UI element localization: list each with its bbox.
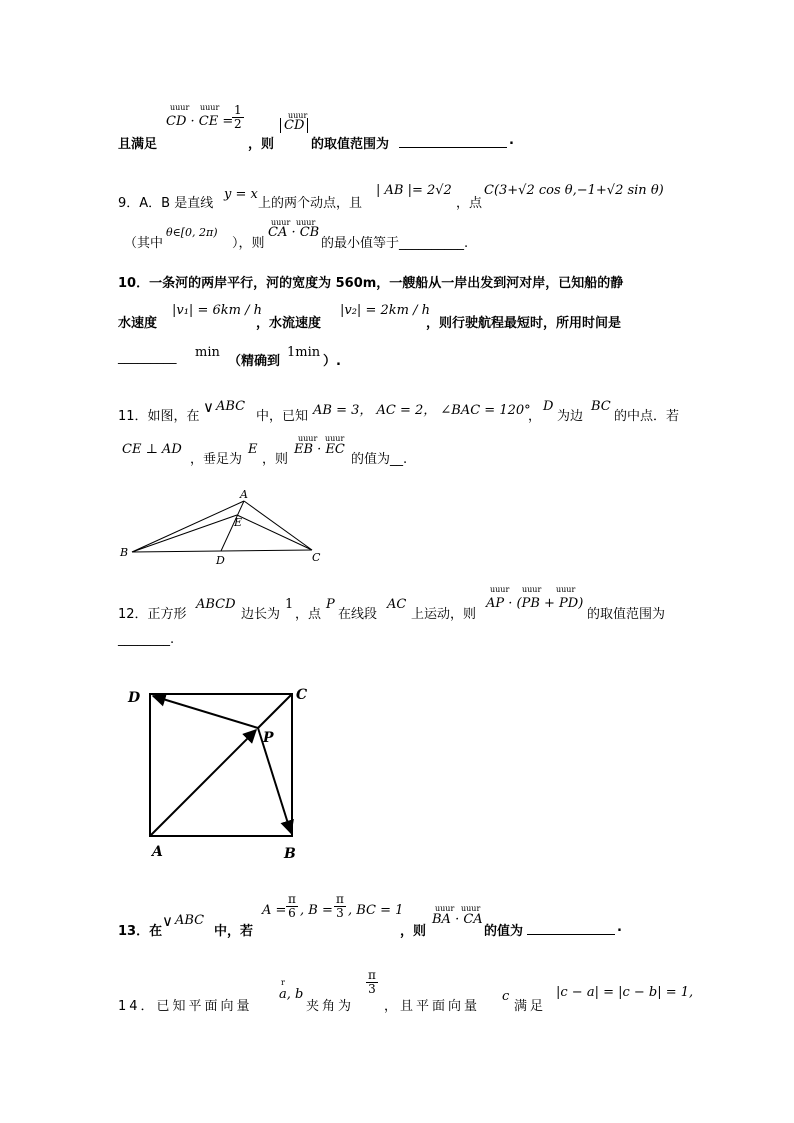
edge-ba bbox=[132, 501, 244, 552]
fraction-denominator: 3 bbox=[368, 982, 376, 996]
q11-text3: ， bbox=[528, 409, 542, 424]
label-c: C bbox=[296, 687, 308, 703]
q11-text7: ，则 bbox=[262, 452, 289, 467]
q14-ab: a, b bbox=[279, 987, 304, 1002]
q11-eb-ec: EB · EC bbox=[294, 442, 345, 457]
q9-text2: 上的两个动点，且 bbox=[258, 196, 363, 211]
label-e: E bbox=[234, 516, 243, 529]
q14-text2: 夹角为 bbox=[306, 999, 355, 1014]
label-a: A bbox=[152, 844, 163, 860]
q9-text6: 的最小值等于__________. bbox=[321, 236, 469, 251]
triangle-symbol: ∨ bbox=[203, 398, 214, 416]
q11-tri: ABC bbox=[216, 399, 246, 414]
q14-c: c bbox=[502, 989, 510, 1004]
q11-given: AB = 3， AC = 2， ∠BAC = 120° bbox=[313, 403, 531, 418]
edge-bc bbox=[132, 550, 312, 552]
q11-text5: 的中点．若 bbox=[614, 409, 680, 424]
q12-text6: 的取值范围为 bbox=[587, 607, 666, 622]
label-b: B bbox=[284, 846, 296, 862]
vector-arrow-mark: uuur bbox=[435, 904, 455, 913]
q9-line-eq: y = x bbox=[224, 187, 258, 202]
segment-be bbox=[132, 515, 237, 552]
q13-text2: 中，若 bbox=[214, 924, 254, 939]
q12-p: P bbox=[326, 597, 335, 612]
q8-abs-cd: CD bbox=[280, 118, 308, 133]
q10-v1: |v₁| = 6km / h bbox=[172, 303, 262, 318]
vector-arrow-mark: r bbox=[281, 978, 285, 987]
q12-text5: 上运动，则 bbox=[411, 607, 477, 622]
q13-text4: 的值为 bbox=[484, 924, 524, 939]
vector-arrow-mark: uuur bbox=[461, 904, 481, 913]
q9-ab-length: | AB |= 2√2 bbox=[376, 183, 452, 198]
vector-ap bbox=[150, 730, 256, 836]
triangle-symbol: ∨ bbox=[162, 912, 173, 930]
q12-text1: 12．正方形 bbox=[118, 607, 187, 622]
label-a: A bbox=[240, 488, 248, 501]
q11-d: D bbox=[543, 399, 554, 414]
q11-perp: CE ⊥ AD bbox=[122, 442, 182, 457]
label-d: D bbox=[216, 554, 225, 566]
q14-text4: 满足 bbox=[514, 999, 547, 1014]
q10-blank[interactable]: _________ bbox=[118, 350, 177, 365]
q11-e: E bbox=[248, 442, 258, 457]
vector-arrow-mark: uuur bbox=[556, 585, 576, 594]
q8-suffix: 的取值范围为 bbox=[311, 137, 390, 152]
vector-arrow-mark: uuur bbox=[298, 434, 318, 443]
q9-theta-range: θ∈[0, 2π) bbox=[166, 226, 218, 239]
q13-frac-pi3 bbox=[334, 893, 346, 920]
q11-text1: 11．如图，在 bbox=[118, 409, 200, 424]
q13-bc-eq: , BC = 1 bbox=[348, 903, 404, 918]
q14-text3: ，且平面向量 bbox=[384, 999, 481, 1014]
q13-end: . bbox=[617, 920, 622, 935]
q10-line3c: ）. bbox=[323, 354, 341, 369]
q11-text6: ，垂足为 bbox=[190, 452, 243, 467]
fraction-numerator: π bbox=[288, 892, 296, 906]
fraction-numerator: 1 bbox=[234, 103, 242, 117]
q12-one: 1 bbox=[285, 597, 294, 612]
q13-tri: ABC bbox=[175, 913, 205, 928]
label-b: B bbox=[120, 546, 129, 559]
q9-text5: ），则 bbox=[232, 236, 265, 251]
q10-line2a: 水速度 bbox=[118, 316, 158, 331]
altitude-ce bbox=[237, 515, 312, 550]
q10-v2: |v₂| = 2km / h bbox=[340, 303, 430, 318]
vector-arrow-mark: uuur bbox=[490, 585, 510, 594]
fraction-numerator: π bbox=[368, 968, 376, 982]
q13-text3: ，则 bbox=[400, 924, 427, 939]
fraction-denominator: 3 bbox=[336, 906, 344, 920]
q11-text2: 中，已知 bbox=[256, 409, 309, 424]
q12-text2: 边长为 bbox=[241, 607, 281, 622]
q14-text1: 14．已知平面向量 bbox=[118, 999, 253, 1014]
q12-blank[interactable]: ________. bbox=[118, 632, 175, 647]
q10-line2b: ，水流速度 bbox=[256, 316, 322, 331]
vector-arrow-mark: uuur bbox=[325, 434, 345, 443]
label-p: P bbox=[263, 730, 274, 746]
square-figure bbox=[120, 680, 320, 862]
answer-blank[interactable] bbox=[527, 921, 615, 935]
q11-text8: 的值为__. bbox=[351, 452, 408, 467]
q9-text1: 9．A．B 是直线 bbox=[118, 196, 214, 211]
q11-bc: BC bbox=[591, 399, 611, 414]
answer-blank[interactable] bbox=[399, 134, 507, 148]
q14-condition: |c − a| = |c − b| = 1, bbox=[556, 985, 694, 1000]
q10-precision: 1min bbox=[287, 345, 321, 360]
label-c: C bbox=[312, 551, 321, 564]
q8-prefix: 且满足 bbox=[118, 137, 158, 152]
vector-arrow-mark: uuur bbox=[170, 103, 190, 112]
q10-line1: 10．一条河的两岸平行，河的宽度为 560m，一艘船从一岸出发到河对岸，已知船的静 bbox=[118, 276, 624, 291]
q10-unit: min bbox=[195, 345, 220, 360]
q10-line2c: ，则行驶航程最短时，所用时间是 bbox=[426, 316, 622, 331]
triangle-figure bbox=[112, 484, 332, 566]
q8-then: ，则 bbox=[248, 137, 275, 152]
vector-arrow-mark: uuur bbox=[522, 585, 542, 594]
q12-ac: AC bbox=[387, 597, 407, 612]
q13-ba-ca: BA · CA bbox=[432, 912, 483, 927]
edge-ac bbox=[244, 501, 312, 550]
q13-frac-pi6 bbox=[286, 893, 298, 920]
q9-ca-cb: CA · CB bbox=[268, 225, 320, 240]
label-d: D bbox=[128, 690, 141, 706]
q13-text1: 13．在 bbox=[118, 924, 163, 939]
q9-point-c: C(3+√2 cos θ,−1+√2 sin θ) bbox=[484, 183, 664, 198]
q14-frac-pi3 bbox=[366, 969, 378, 996]
q11-text4: 为边 bbox=[557, 409, 584, 424]
vector-pd bbox=[153, 696, 258, 728]
q12-expr: AP · (PB + PD) bbox=[486, 596, 584, 611]
q9-text4: （其中 bbox=[124, 236, 164, 251]
q13-a-eq: A = bbox=[262, 903, 287, 918]
vector-arrow-mark: uuur bbox=[296, 218, 316, 227]
q10-line3b: （精确到 bbox=[228, 354, 281, 369]
q12-abcd: ABCD bbox=[196, 597, 236, 612]
q13-b-eq: , B = bbox=[300, 903, 333, 918]
vector-arrow-mark: uuur bbox=[271, 218, 291, 227]
segment-pc bbox=[258, 694, 292, 728]
q8-end: . bbox=[509, 133, 514, 148]
vector-arrow-mark: uuur bbox=[200, 103, 220, 112]
q8-fraction-half bbox=[232, 104, 244, 131]
q9-text3: ，点 bbox=[456, 196, 483, 211]
q12-text4: 在线段 bbox=[338, 607, 378, 622]
fraction-denominator: 6 bbox=[288, 906, 296, 920]
fraction-numerator: π bbox=[336, 892, 344, 906]
vector-arrow-mark: uuur bbox=[288, 111, 308, 120]
q12-text3: ，点 bbox=[295, 607, 322, 622]
q8-cd-ce-dot: CD · CE = bbox=[166, 114, 234, 129]
fraction-denominator: 2 bbox=[234, 117, 242, 131]
